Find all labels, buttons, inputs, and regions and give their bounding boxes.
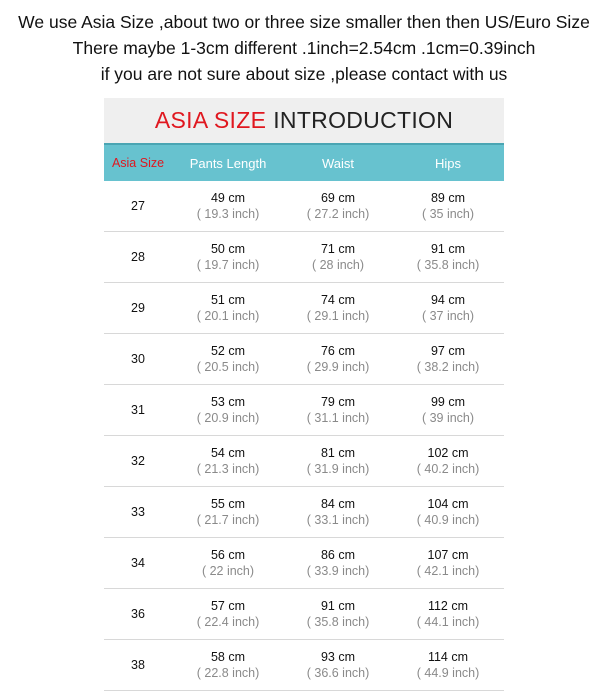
notice-line-conversion: There maybe 1-3cm different .1inch=2.54cm .1cm=0.39inch (72, 38, 536, 58)
hips-cell (392, 190, 504, 222)
table-row (104, 538, 504, 589)
hips-cm: 114 cm (427, 650, 469, 664)
table-row (104, 334, 504, 385)
hips-cm: 97 cm (430, 344, 466, 358)
pants-length-inch: ( 22.8 inch) (196, 666, 260, 680)
pants-length-inch: ( 22 inch) (201, 564, 255, 578)
table-title (104, 98, 504, 143)
size-value: 33 (131, 505, 145, 519)
notice-line-asia-size: We use Asia Size ,about two or three size smaller then then US/Euro Size (18, 12, 590, 32)
pants-length-cm: 50 cm (210, 242, 246, 256)
waist-inch: ( 27.2 inch) (306, 207, 370, 221)
hips-cell (392, 241, 504, 273)
pants-length-cell (172, 649, 284, 681)
pants-length-inch: ( 20.5 inch) (196, 360, 260, 374)
table-row (104, 487, 504, 538)
title-asia-size: ASIA SIZE (154, 107, 267, 133)
table-body (104, 181, 504, 691)
waist-cm: 74 cm (320, 293, 356, 307)
title-introduction: INTRODUCTION (273, 107, 454, 133)
waist-cell (284, 394, 392, 426)
hips-cm: 104 cm (427, 497, 469, 511)
size-value: 32 (131, 454, 145, 468)
size-value: 27 (131, 199, 145, 213)
waist-cm: 91 cm (320, 599, 356, 613)
waist-cell (284, 649, 392, 681)
table-row (104, 436, 504, 487)
hips-cell (392, 394, 504, 426)
hips-inch: ( 35.8 inch) (416, 258, 480, 272)
pants-length-cm: 51 cm (210, 293, 246, 307)
hips-inch: ( 39 inch) (421, 411, 475, 425)
size-value: 31 (131, 403, 145, 417)
pants-length-cell (172, 598, 284, 630)
hips-cm: 102 cm (427, 446, 469, 460)
hips-cm: 91 cm (430, 242, 466, 256)
waist-cell (284, 190, 392, 222)
waist-cm: 81 cm (320, 446, 356, 460)
pants-length-inch: ( 20.1 inch) (196, 309, 260, 323)
size-value: 29 (131, 301, 145, 315)
pants-length-cell (172, 547, 284, 579)
pants-length-cell (172, 445, 284, 477)
hips-cell (392, 649, 504, 681)
pants-length-cm: 57 cm (210, 599, 246, 613)
hips-cell (392, 445, 504, 477)
waist-cm: 79 cm (320, 395, 356, 409)
hips-cm: 99 cm (430, 395, 466, 409)
waist-cm: 84 cm (320, 497, 356, 511)
hips-inch: ( 38.2 inch) (416, 360, 480, 374)
hips-cell (392, 343, 504, 375)
size-table (104, 98, 504, 698)
size-value: 28 (131, 250, 145, 264)
waist-cm: 69 cm (320, 191, 356, 205)
size-notice (0, 0, 608, 87)
waist-cell (284, 343, 392, 375)
pants-length-cell (172, 190, 284, 222)
waist-cm: 86 cm (320, 548, 356, 562)
waist-cell (284, 496, 392, 528)
table-row (104, 385, 504, 436)
waist-cell (284, 547, 392, 579)
waist-inch: ( 36.6 inch) (306, 666, 370, 680)
size-value: 34 (131, 556, 145, 570)
header-waist: Waist (321, 155, 355, 171)
pants-length-inch: ( 21.3 inch) (196, 462, 260, 476)
pants-length-cm: 54 cm (210, 446, 246, 460)
notice-line-contact: if you are not sure about size ,please contact with us (100, 64, 508, 84)
waist-inch: ( 29.1 inch) (306, 309, 370, 323)
hips-cm: 94 cm (430, 293, 466, 307)
waist-inch: ( 35.8 inch) (306, 615, 370, 629)
waist-cell (284, 292, 392, 324)
waist-inch: ( 33.1 inch) (306, 513, 370, 527)
waist-cm: 71 cm (320, 242, 356, 256)
table-row (104, 283, 504, 334)
waist-inch: ( 29.9 inch) (306, 360, 370, 374)
hips-inch: ( 40.2 inch) (416, 462, 480, 476)
pants-length-cm: 58 cm (210, 650, 246, 664)
table-row (104, 181, 504, 232)
pants-length-cell (172, 241, 284, 273)
table-row (104, 640, 504, 691)
hips-cell (392, 547, 504, 579)
waist-cm: 93 cm (320, 650, 356, 664)
pants-length-inch: ( 22.4 inch) (196, 615, 260, 629)
waist-inch: ( 28 inch) (311, 258, 365, 272)
waist-inch: ( 31.9 inch) (306, 462, 370, 476)
hips-cm: 107 cm (427, 548, 469, 562)
size-value: 30 (131, 352, 145, 366)
hips-cm: 89 cm (430, 191, 466, 205)
header-pants-length: Pants Length (189, 155, 267, 171)
header-hips: Hips (434, 155, 461, 171)
waist-cm: 76 cm (320, 344, 356, 358)
pants-length-cell (172, 496, 284, 528)
hips-inch: ( 42.1 inch) (416, 564, 480, 578)
pants-length-cm: 56 cm (210, 548, 246, 562)
pants-length-inch: ( 21.7 inch) (196, 513, 260, 527)
hips-inch: ( 37 inch) (421, 309, 475, 323)
table-row (104, 589, 504, 640)
waist-inch: ( 31.1 inch) (306, 411, 370, 425)
waist-cell (284, 598, 392, 630)
pants-length-cell (172, 394, 284, 426)
hips-cm: 112 cm (427, 599, 469, 613)
hips-inch: ( 44.9 inch) (416, 666, 480, 680)
table-header (104, 143, 504, 181)
size-value: 36 (131, 607, 145, 621)
header-asia-size: Asia Size (111, 156, 165, 170)
pants-length-cm: 55 cm (210, 497, 246, 511)
pants-length-inch: ( 19.7 inch) (196, 258, 260, 272)
hips-cell (392, 598, 504, 630)
hips-cell (392, 496, 504, 528)
pants-length-cell (172, 343, 284, 375)
pants-length-inch: ( 19.3 inch) (196, 207, 260, 221)
table-row (104, 232, 504, 283)
pants-length-inch: ( 20.9 inch) (196, 411, 260, 425)
pants-length-cm: 52 cm (210, 344, 246, 358)
hips-cell (392, 292, 504, 324)
pants-length-cell (172, 292, 284, 324)
waist-cell (284, 241, 392, 273)
waist-cell (284, 445, 392, 477)
size-value: 38 (131, 658, 145, 672)
hips-inch: ( 35 inch) (421, 207, 475, 221)
hips-inch: ( 44.1 inch) (416, 615, 480, 629)
pants-length-cm: 49 cm (210, 191, 246, 205)
hips-inch: ( 40.9 inch) (416, 513, 480, 527)
waist-inch: ( 33.9 inch) (306, 564, 370, 578)
pants-length-cm: 53 cm (210, 395, 246, 409)
